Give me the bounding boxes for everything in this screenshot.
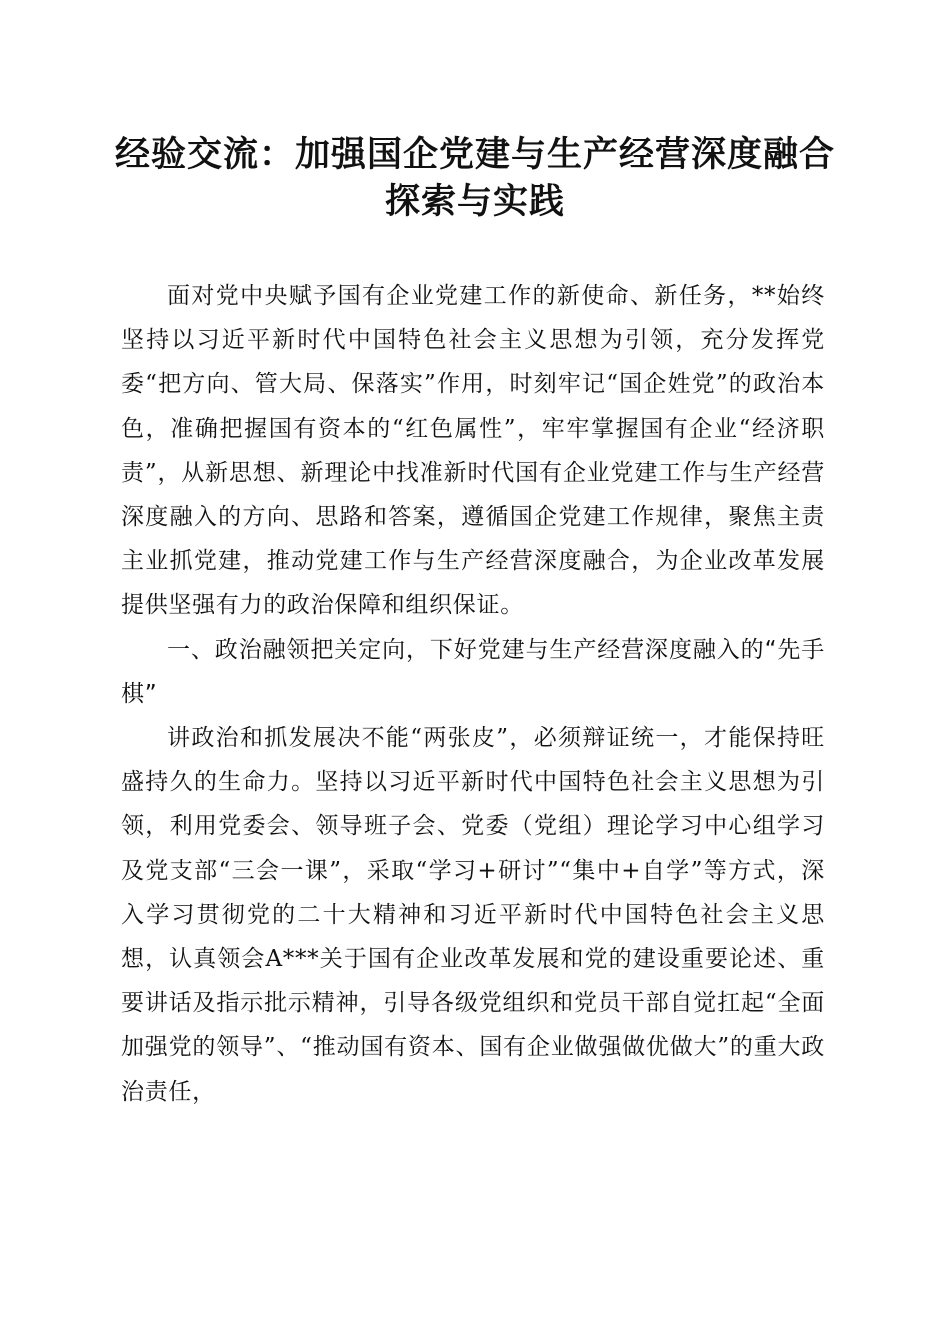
paragraph-intro: 面对党中央赋予国有企业党建工作的新使命、新任务，**始终坚持以习近平新时代中国特色社会主义思想为引领，充分发挥党委“把方向、管大局、保落实”作用，时刻牢记“国企姓党”的政治本色，准确把握国有资本的“红色属性”，牢牢掌握国有企业“经济职责”，从新思想、新理论中找准新时代国有企业党建工作与生产经营深度融入的方向、思路和答案，遵循国企党建工作规律，聚焦主责主业抓党建，推动党建工作与生产经营深度融合，为企业改革发展提供坚强有力的政治保障和组织保证。 — [121, 283, 825, 619]
document-body — [121, 274, 825, 1114]
title-line-1: 经验交流：加强国企党建与生产经营深度融合 — [114, 134, 835, 175]
title-line-2: 探索与实践 — [384, 181, 565, 222]
paragraph-section-1: 讲政治和抓发展决不能“两张皮”，必须辩证统一，才能保持旺盛持久的生命力。坚持以习近平新时代中国特色社会主义思想为引领，利用党委会、领导班子会、党委（党组）理论学习中心组学习及党支部“三会一课”，采取“学习+研讨”“集中+自学”等方式，深入学习贯彻党的二十大精神和习近平新时代中国特色社会主义思想，认真领会A***关于国有企业改革发展和党的建设重要论述、重要讲话及指示批示精神，引导各级党组织和党员干部自觉扛起“全面加强党的领导”、“推动国有资本、国有企业做强做优做大”的重大政治责任， — [121, 725, 825, 1105]
section-heading-1: 一、政治融领把关定向，下好党建与生产经营深度融入的“先手棋” — [121, 636, 825, 707]
document-title — [100, 131, 850, 225]
